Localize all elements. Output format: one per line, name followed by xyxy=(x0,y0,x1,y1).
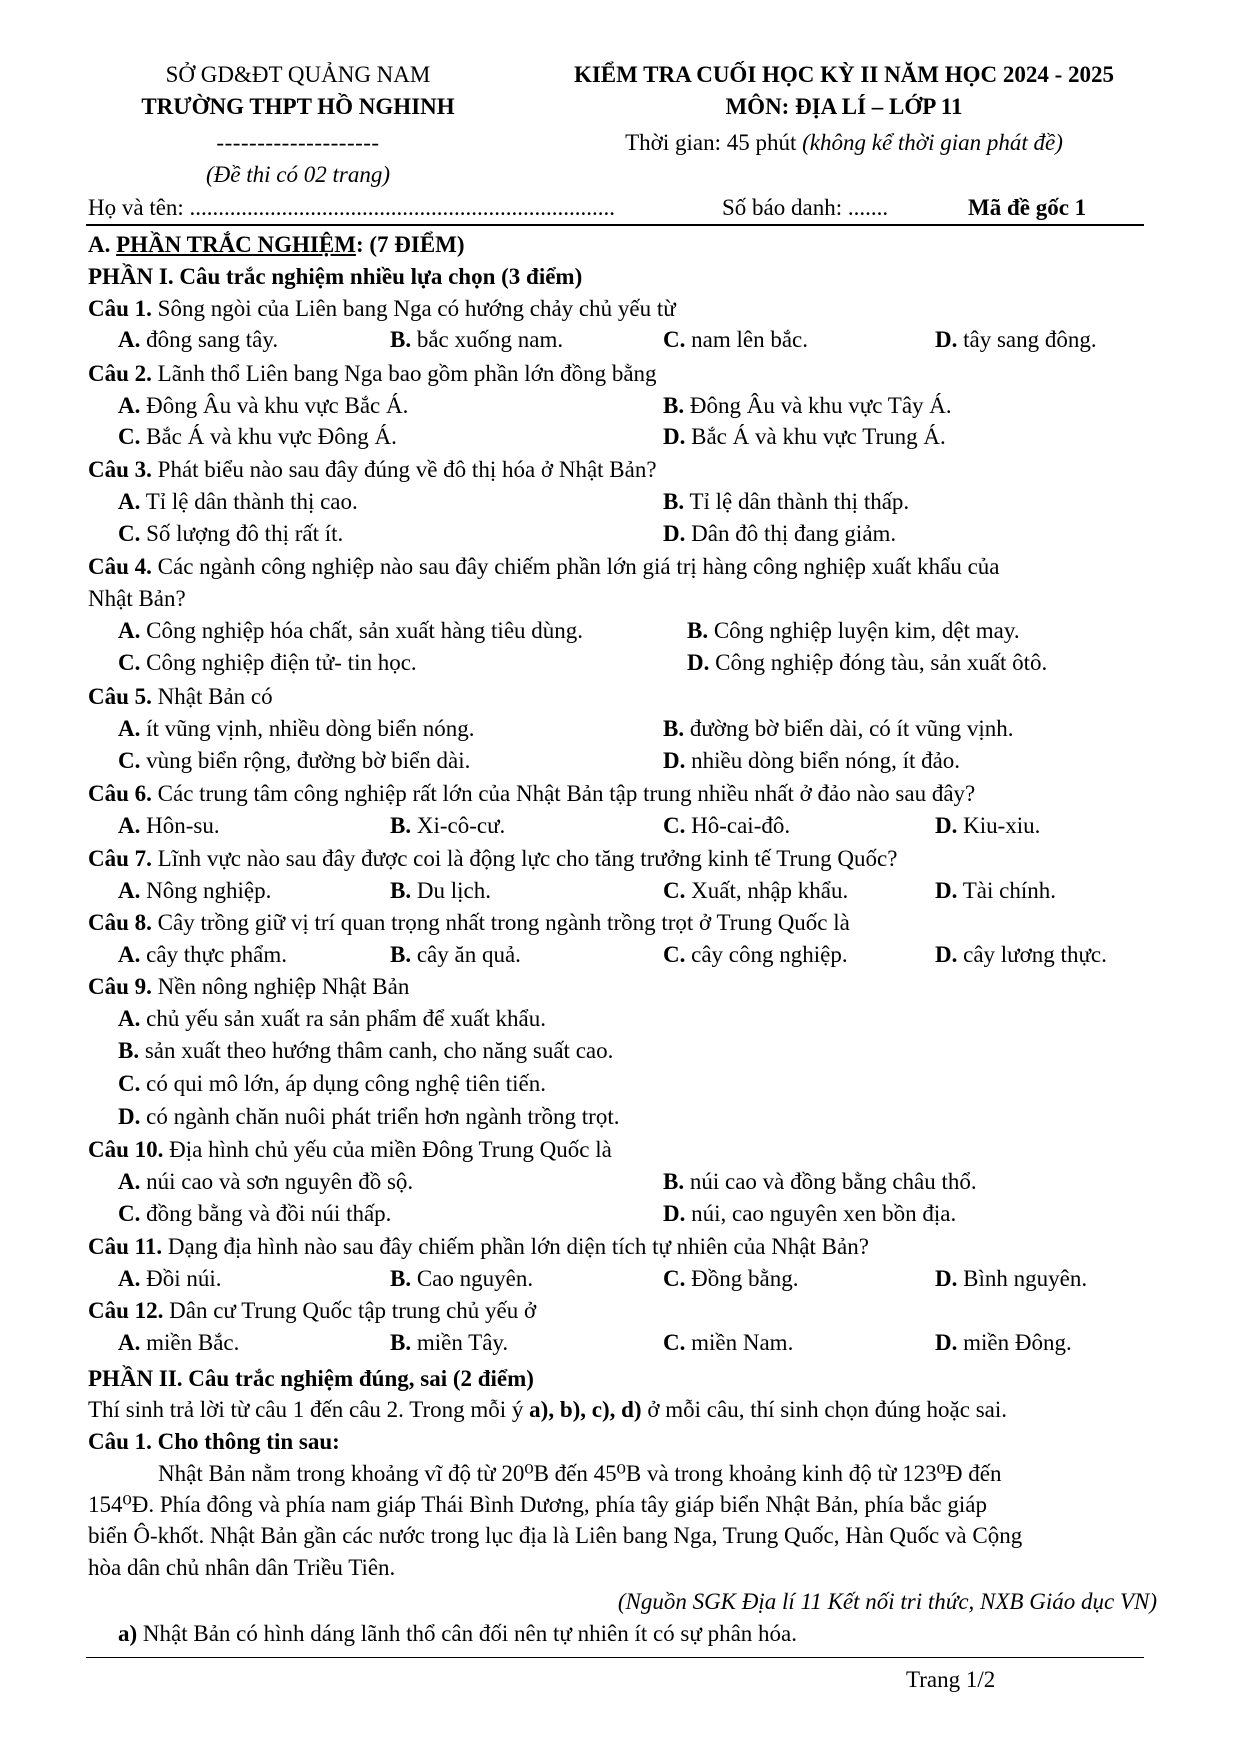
answer-option xyxy=(118,943,287,966)
header-divider-dashes: -------------------- xyxy=(216,130,380,155)
option-text: đông sang tây. xyxy=(146,327,279,352)
option-letter: B. xyxy=(663,393,685,418)
question-stem xyxy=(88,685,273,708)
answer-option xyxy=(118,879,271,902)
option-text: Hôn-su. xyxy=(146,813,220,838)
question-stem xyxy=(88,555,1000,578)
question-stem xyxy=(88,1299,536,1322)
option-letter: C. xyxy=(118,748,141,773)
option-text: đường bờ biển dài, có ít vũng vịnh. xyxy=(689,716,1014,741)
option-letter: C. xyxy=(118,521,141,546)
question-number: Câu 7. xyxy=(88,846,152,871)
answer-option xyxy=(390,1267,533,1290)
page-number: Trang 1/2 xyxy=(906,1667,996,1692)
option-text: núi, cao nguyên xen bồn địa. xyxy=(691,1201,957,1226)
option-text: Xi-cô-cư. xyxy=(416,813,506,838)
answer-option xyxy=(663,394,952,417)
option-letter: C. xyxy=(663,1266,686,1291)
question-number: Câu 6. xyxy=(88,781,152,806)
instructions-text-2: ở mỗi câu, thí sinh chọn đúng hoặc sai. xyxy=(647,1397,1007,1422)
question-text: Lãnh thổ Liên bang Nga bao gồm phần lớn đồng bằng xyxy=(157,361,657,386)
question-number: Câu 11. xyxy=(88,1234,163,1259)
option-letter: D. xyxy=(935,813,958,838)
option-text: sản xuất theo hướng thâm canh, cho năng suất cao. xyxy=(144,1038,614,1063)
passage-line-3: biển Ô-khốt. Nhật Bản gần các nước trong lục địa là Liên bang Nga, Trung Quốc, Hàn Quốc và Cộng xyxy=(88,1523,1023,1548)
section-a-prefix: A. xyxy=(88,232,111,257)
question-stem xyxy=(88,911,850,934)
question-number: Câu 4. xyxy=(88,554,152,579)
question-stem xyxy=(88,1138,612,1161)
option-text: cây công nghiệp. xyxy=(691,942,848,967)
option-letter: B. xyxy=(663,489,685,514)
option-text: miền Nam. xyxy=(691,1330,794,1355)
question-text: Dân cư Trung Quốc tập trung chủ yếu ở xyxy=(169,1298,537,1323)
part-2-title: PHẦN II. Câu trắc nghiệm đúng, sai (2 điểm) xyxy=(88,1366,534,1391)
question-text: Phát biểu nào sau đây đúng về đô thị hóa ở Nhật Bản? xyxy=(157,457,657,482)
answer-option xyxy=(663,490,909,513)
option-text: Số lượng đô thị rất ít. xyxy=(146,521,344,546)
question-text: Dạng địa hình nào sau đây chiếm phần lớn diện tích tự nhiên của Nhật Bản? xyxy=(167,1234,869,1259)
option-letter: A. xyxy=(118,1169,141,1194)
candidate-number-field: Số báo danh: ....... xyxy=(722,195,889,220)
option-text: chủ yếu sản xuất ra sản phẩm để xuất khẩu. xyxy=(146,1006,546,1031)
question-number: Câu 12. xyxy=(88,1298,164,1323)
question-text: Các ngành công nghiệp nào sau đây chiếm phần lớn giá trị hàng công nghiệp xuất khẩu của xyxy=(157,554,1000,579)
answer-option xyxy=(118,1331,239,1354)
subject-title: MÔN: ĐỊA LÍ – LỚP 11 xyxy=(725,94,963,119)
school-name: TRƯỜNG THPT HỒ NGHINH xyxy=(141,94,455,119)
question-text: Địa hình chủ yếu của miền Đông Trung Quốc là xyxy=(169,1137,612,1162)
question-number: Câu 3. xyxy=(88,457,152,482)
question-number: Câu 5. xyxy=(88,684,152,709)
option-text: Xuất, nhập khẩu. xyxy=(691,878,849,903)
option-letter: A. xyxy=(118,327,141,352)
option-letter: D. xyxy=(687,650,710,675)
option-letter: A. xyxy=(118,942,141,967)
answer-option xyxy=(663,425,946,448)
answer-option xyxy=(935,943,1107,966)
statement-a xyxy=(118,1622,797,1645)
answer-option xyxy=(663,328,808,351)
part-1-title: PHẦN I. Câu trắc nghiệm nhiều lựa chọn (3 điểm) xyxy=(88,264,583,289)
option-text: nhiều dòng biển nóng, ít đảo. xyxy=(691,748,961,773)
option-text: Cao nguyên. xyxy=(416,1266,534,1291)
option-text: Công nghiệp điện tử- tin học. xyxy=(146,650,417,675)
instructions-text-1: Thí sinh trả lời từ câu 1 đến câu 2. Trong mỗi ý xyxy=(88,1397,524,1422)
answer-option xyxy=(687,651,1047,674)
option-text: Đông Âu và khu vực Tây Á. xyxy=(689,393,952,418)
option-letter: B. xyxy=(390,942,412,967)
option-letter: A. xyxy=(118,813,141,838)
exam-time-label: Thời gian: 45 phút xyxy=(625,130,797,155)
answer-option xyxy=(663,749,960,772)
option-text: Bắc Á và khu vực Đông Á. xyxy=(146,424,397,449)
option-letter: B. xyxy=(687,618,709,643)
exam-time xyxy=(625,131,1063,154)
answer-option xyxy=(118,814,220,837)
exam-title: KIỂM TRA CUỐI HỌC KỲ II NĂM HỌC 2024 - 2025 xyxy=(573,62,1115,87)
option-letter: D. xyxy=(663,424,686,449)
exam-code: Mã đề gốc 1 xyxy=(968,195,1087,220)
option-text: đồng bằng và đồi núi thấp. xyxy=(146,1201,392,1226)
question-stem xyxy=(88,975,409,998)
answer-option xyxy=(118,651,417,674)
answer-option xyxy=(663,943,848,966)
option-text: Dân đô thị đang giảm. xyxy=(691,521,897,546)
option-letter: A. xyxy=(118,1006,141,1031)
answer-option xyxy=(390,328,563,351)
option-letter: C. xyxy=(663,813,686,838)
answer-option xyxy=(935,328,1097,351)
option-letter: D. xyxy=(935,1330,958,1355)
question-text: Lĩnh vực nào sau đây được coi là động lực cho tăng trưởng kinh tế Trung Quốc? xyxy=(157,846,898,871)
footer-rule xyxy=(86,1657,1144,1658)
option-letter: D. xyxy=(663,521,686,546)
passage-line-2: 154⁰Đ. Phía đông và phía nam giáp Thái Bình Dương, phía tây giáp biển Nhật Bản, phía bắc giáp xyxy=(88,1492,987,1517)
part-2-instructions xyxy=(88,1398,1007,1421)
answer-option xyxy=(118,717,475,740)
option-letter: A. xyxy=(118,489,141,514)
answer-option xyxy=(118,394,408,417)
option-letter: D. xyxy=(935,878,958,903)
option-letter: A. xyxy=(118,393,141,418)
question-stem xyxy=(88,297,676,320)
answer-option xyxy=(390,879,491,902)
answer-option xyxy=(687,619,1020,642)
option-letter: A. xyxy=(118,1266,141,1291)
option-letter: D. xyxy=(935,327,958,352)
question-text: Nhật Bản có xyxy=(157,684,273,709)
answer-option xyxy=(118,1007,546,1030)
section-a-title: PHẦN TRẮC NGHIỆM xyxy=(116,232,356,257)
option-text: miền Tây. xyxy=(416,1330,509,1355)
option-text: tây sang đông. xyxy=(963,327,1097,352)
option-letter: C. xyxy=(118,1071,141,1096)
option-text: có ngành chăn nuôi phát triển hơn ngành trồng trọt. xyxy=(146,1104,620,1129)
question-stem xyxy=(88,847,897,870)
instructions-options: a), b), c), d) xyxy=(529,1397,642,1422)
exam-time-note: (không kể thời gian phát đề) xyxy=(802,130,1063,155)
question-stem xyxy=(88,362,657,385)
option-letter: D. xyxy=(935,1266,958,1291)
option-letter: B. xyxy=(390,813,412,838)
answer-option xyxy=(390,814,505,837)
section-a-heading xyxy=(88,233,465,256)
question-number: Câu 2. xyxy=(88,361,152,386)
question-number: Câu 10. xyxy=(88,1137,164,1162)
question-text: Cây trồng giữ vị trí quan trọng nhất trong ngành trồng trọt ở Trung Quốc là xyxy=(157,910,850,935)
option-letter: C. xyxy=(118,1201,141,1226)
option-text: Công nghiệp đóng tàu, sản xuất ôtô. xyxy=(715,650,1048,675)
answer-option xyxy=(663,1331,793,1354)
answer-option xyxy=(118,1105,619,1128)
answer-option xyxy=(663,879,848,902)
answer-option xyxy=(663,522,896,545)
answer-option xyxy=(663,1267,798,1290)
option-text: Bình nguyên. xyxy=(963,1266,1088,1291)
option-text: Du lịch. xyxy=(416,878,491,903)
passage-line-4: hòa dân chủ nhân dân Triều Tiên. xyxy=(88,1555,396,1580)
question-text: Sông ngòi của Liên bang Nga có hướng chảy chủ yếu từ xyxy=(157,296,676,321)
option-text: có qui mô lớn, áp dụng công nghệ tiên tiến. xyxy=(146,1071,547,1096)
option-letter: B. xyxy=(390,1266,412,1291)
option-text: bắc xuống nam. xyxy=(416,327,564,352)
question-stem xyxy=(88,1235,869,1258)
header-rule xyxy=(86,224,1144,226)
passage-line-1: Nhật Bản nằm trong khoảng vĩ độ từ 20⁰B đến 45⁰B và trong khoảng kinh độ từ 123⁰Đ đến xyxy=(158,1461,1002,1486)
question-text: Các trung tâm công nghiệp rất lớn của Nhật Bản tập trung nhiều nhất ở đảo nào sau đây? xyxy=(157,781,976,806)
option-text: Hô-cai-đô. xyxy=(691,813,791,838)
answer-option xyxy=(118,619,583,642)
answer-option xyxy=(118,328,278,351)
option-text: Tỉ lệ dân thành thị cao. xyxy=(145,489,358,514)
question-text-continued: Nhật Bản? xyxy=(88,586,186,611)
answer-option xyxy=(935,814,1040,837)
question-text: Nền nông nghiệp Nhật Bản xyxy=(157,974,410,999)
option-letter: B. xyxy=(390,327,412,352)
option-text: Công nghiệp hóa chất, sản xuất hàng tiêu dùng. xyxy=(146,618,584,643)
answer-option xyxy=(935,1267,1087,1290)
option-text: cây thực phẩm. xyxy=(146,942,287,967)
department-name: SỞ GD&ĐT QUẢNG NAM xyxy=(165,62,431,87)
option-letter: A. xyxy=(118,1330,141,1355)
option-text: núi cao và sơn nguyên đồ sộ. xyxy=(146,1169,414,1194)
option-letter: A. xyxy=(118,716,141,741)
option-letter: D. xyxy=(663,1201,686,1226)
answer-option xyxy=(118,1202,391,1225)
option-letter: C. xyxy=(663,1330,686,1355)
option-letter: C. xyxy=(663,327,686,352)
option-letter: B. xyxy=(390,878,412,903)
answer-option xyxy=(118,522,343,545)
answer-option xyxy=(118,1039,613,1062)
option-letter: A. xyxy=(118,618,141,643)
option-text: cây lương thực. xyxy=(963,942,1107,967)
answer-option xyxy=(663,1202,956,1225)
option-text: miền Đông. xyxy=(963,1330,1072,1355)
option-letter: B. xyxy=(118,1038,140,1063)
option-text: Đồng bằng. xyxy=(691,1266,799,1291)
option-text: nam lên bắc. xyxy=(691,327,808,352)
option-text: ít vũng vịnh, nhiều dòng biển nóng. xyxy=(146,716,475,741)
statement-a-text: Nhật Bản có hình dáng lãnh thổ cân đối nên tự nhiên ít có sự phân hóa. xyxy=(142,1621,798,1646)
answer-option xyxy=(935,879,1056,902)
option-letter: D. xyxy=(935,942,958,967)
option-text: Tài chính. xyxy=(962,878,1056,903)
option-letter: C. xyxy=(118,424,141,449)
option-text: Nông nghiệp. xyxy=(146,878,272,903)
option-text: miền Bắc. xyxy=(146,1330,240,1355)
answer-option xyxy=(663,717,1013,740)
option-letter: D. xyxy=(663,748,686,773)
option-letter: B. xyxy=(390,1330,412,1355)
pages-note: (Đề thi có 02 trang) xyxy=(206,162,390,187)
option-letter: C. xyxy=(118,650,141,675)
answer-option xyxy=(118,1267,222,1290)
option-letter: C. xyxy=(663,878,686,903)
option-letter: B. xyxy=(663,716,685,741)
question-number: Câu 9. xyxy=(88,974,152,999)
answer-option xyxy=(935,1331,1072,1354)
question-stem xyxy=(88,782,975,805)
option-text: vùng biển rộng, đường bờ biển dài. xyxy=(146,748,471,773)
statement-a-label: a) xyxy=(118,1621,138,1646)
option-text: Bắc Á và khu vực Trung Á. xyxy=(691,424,946,449)
option-text: Kiu-xiu. xyxy=(963,813,1041,838)
answer-option xyxy=(118,749,470,772)
option-text: Đông Âu và khu vực Bắc Á. xyxy=(146,393,409,418)
section-a-score: : (7 ĐIỂM) xyxy=(355,232,465,257)
question-stem xyxy=(88,458,657,481)
question-number: Câu 1. xyxy=(88,296,152,321)
option-text: Tỉ lệ dân thành thị thấp. xyxy=(689,489,910,514)
option-letter: A. xyxy=(118,878,141,903)
answer-option xyxy=(118,1072,546,1095)
option-letter: B. xyxy=(663,1169,685,1194)
option-letter: D. xyxy=(118,1104,141,1129)
option-text: cây ăn quả. xyxy=(416,942,521,967)
option-letter: C. xyxy=(663,942,686,967)
answer-option xyxy=(118,425,397,448)
part-2-question-1-title: Câu 1. Cho thông tin sau: xyxy=(88,1429,340,1454)
option-text: núi cao và đồng bằng châu thổ. xyxy=(689,1169,977,1194)
student-name-field: Họ và tên: .......................................................................... xyxy=(88,195,616,220)
answer-option xyxy=(390,1331,508,1354)
answer-option xyxy=(663,1170,977,1193)
option-text: Đồi núi. xyxy=(146,1266,222,1291)
answer-option xyxy=(663,814,790,837)
option-text: Công nghiệp luyện kim, dệt may. xyxy=(713,618,1020,643)
passage-source: (Nguồn SGK Địa lí 11 Kết nối tri thức, NXB Giáo dục VN) xyxy=(617,1589,1157,1614)
question-number: Câu 8. xyxy=(88,910,152,935)
answer-option xyxy=(390,943,521,966)
answer-option xyxy=(118,490,358,513)
answer-option xyxy=(118,1170,413,1193)
